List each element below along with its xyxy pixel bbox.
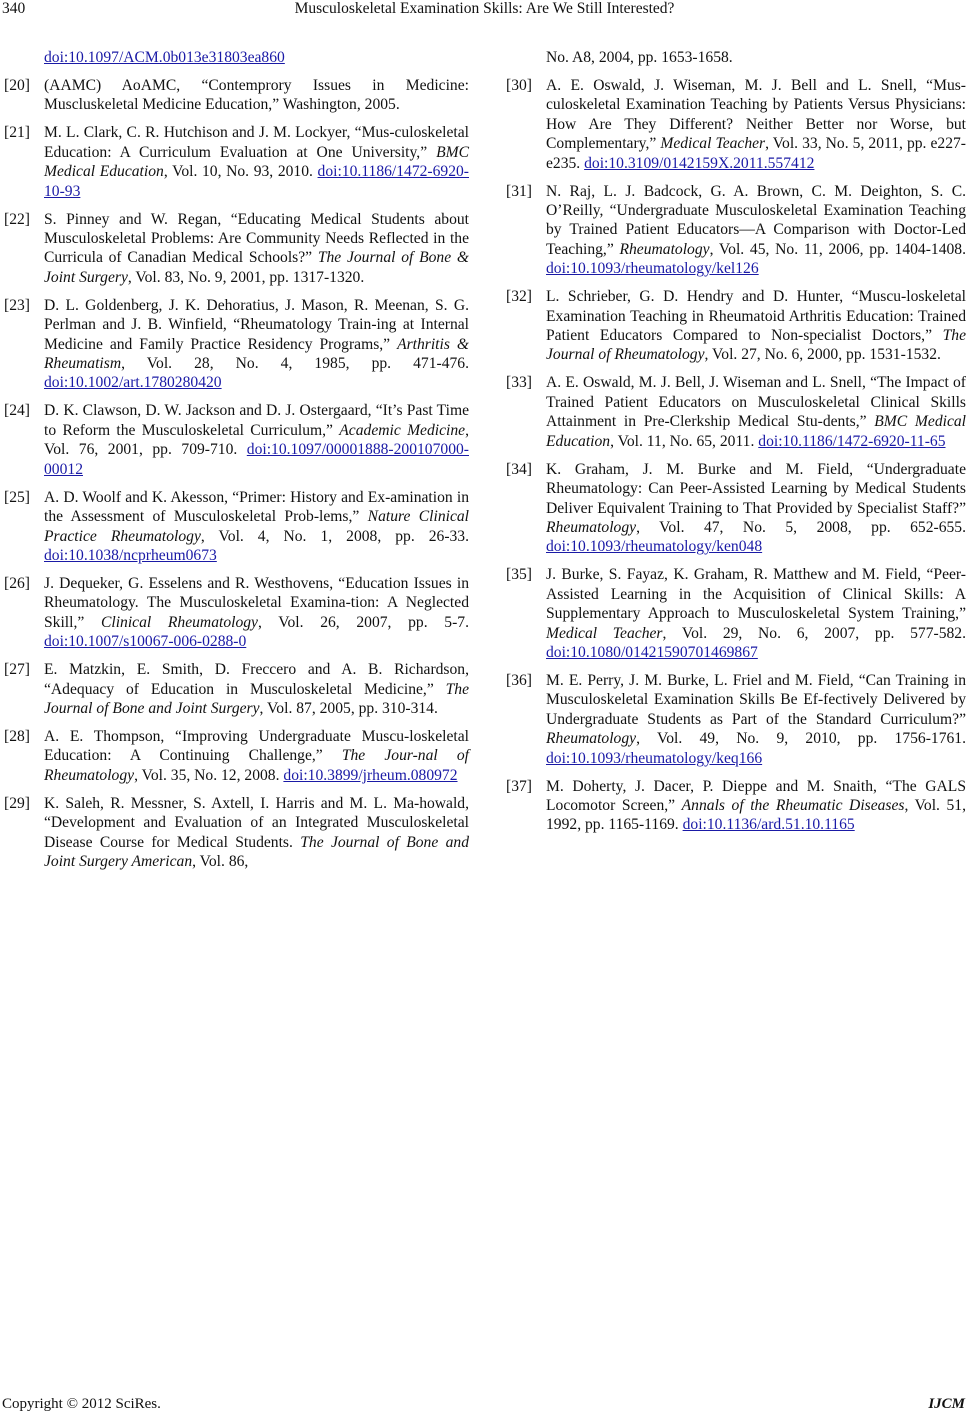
doi-link[interactable]: doi:10.1093/rheumatology/ken048 — [546, 538, 763, 556]
reference-number: [24] — [4, 402, 30, 420]
reference-citation: (AAMC) AoAMC, “Contemprory Issues in Medicine: Muscluskeletal Medicine Education,” Washington, 2005. — [44, 77, 469, 114]
reference-text — [546, 671, 966, 768]
publication-details: , Vol. 33, No. 5, 2011, pp. e227-e235. — [546, 135, 966, 172]
reference-number: [23] — [4, 296, 30, 314]
reference-item — [4, 210, 469, 288]
reference-number: [32] — [506, 288, 532, 306]
reference-citation: A. E. Oswald, M. J. Bell, J. Wiseman and L. Snell, “The Impact of Trained Patient Educators on Musculoskeletal Clinical Skills Attainment in Pre-Clerkship Medical Stu-dents,” — [546, 374, 966, 431]
reference-text — [44, 401, 469, 479]
continued-reference — [4, 48, 469, 67]
reference-item — [4, 76, 469, 115]
reference-number: [21] — [4, 124, 30, 142]
reference-number: [20] — [4, 77, 30, 94]
journal-title: Rheumatology — [546, 730, 637, 748]
reference-citation: K. Saleh, R. Messner, S. Axtell, I. Harris and M. L. Ma-howald, “Development and Evaluation of an Integrated Musculoskeletal Disease Course for Medical Students. — [44, 794, 469, 851]
reference-text — [546, 76, 966, 173]
continued-reference: No. A8, 2004, pp. 1653-1658. — [546, 49, 733, 66]
reference-text — [44, 488, 469, 566]
reference-text — [546, 182, 966, 279]
reference-citation: D. K. Clawson, D. W. Jackson and D. J. Ostergaard, “It’s Past Time to Reform the Musculoskeletal Curriculum,” — [44, 402, 469, 439]
publication-details: , Vol. 27, No. 6, 2000, pp. 1531-1532. — [704, 346, 941, 364]
doi-link[interactable]: doi:10.1186/1472-6920-10-93 — [44, 163, 469, 200]
publication-details: , Vol. 35, No. 12, 2008. — [134, 766, 284, 784]
reference-item — [506, 182, 966, 279]
reference-citation: K. Graham, J. M. Burke and M. Field, “Undergraduate Rheumatology: Can Peer-Assisted Learning by Medical Students Deliver Equivalent Training to That Provided by Specialist Staff?” — [546, 460, 966, 517]
reference-item — [4, 296, 469, 393]
copyright-notice: Copyright © 2012 SciRes. — [2, 1396, 161, 1412]
reference-citation: M. L. Clark, C. R. Hutchison and J. M. Lockyer, “Mus-culoskeletal Education: A Curriculum Evaluation at One University,” — [44, 124, 469, 161]
doi-link[interactable]: doi:10.1093/rheumatology/keq166 — [546, 749, 763, 767]
reference-text — [44, 660, 469, 718]
reference-column-right — [506, 48, 966, 843]
reference-number: [27] — [4, 661, 30, 679]
reference-number: [37] — [506, 777, 532, 795]
publication-details: , Vol. 76, 2001, pp. 709-710. — [44, 421, 469, 459]
journal-title: Arthritis & Rheumatism — [44, 335, 469, 373]
reference-text — [44, 727, 469, 785]
publication-details: , Vol. 10, No. 93, 2010. — [163, 163, 318, 181]
reference-citation: A. D. Woolf and K. Akesson, “Primer: History and Ex-amination in the Assessment of Musculoskeletal Prob-lems,” — [44, 488, 469, 526]
reference-item — [4, 794, 469, 872]
reference-citation: J. Burke, S. Fayaz, K. Graham, R. Matthew and M. Field, “Peer-Assisted Learning in the Acquisition of Clinical Skills: A Supplementary Approach to Musculoskeletal System Training,” — [546, 566, 966, 623]
reference-citation: D. L. Goldenberg, J. K. Dehoratius, J. Mason, R. Meenan, S. G. Perlman and J. B. Winfield, “Rheumatology Train-ing at Internal Medicine and Family Practice Residency Programs,” — [44, 296, 469, 353]
reference-item — [506, 460, 966, 557]
reference-text — [44, 76, 469, 115]
reference-list-left — [4, 76, 469, 871]
reference-item — [506, 565, 966, 662]
doi-link[interactable]: doi:10.1136/ard.51.10.1165 — [682, 816, 855, 834]
doi-link[interactable]: doi:10.1038/ncprheum0673 — [44, 546, 217, 564]
reference-citation: M. Doherty, J. Dacer, P. Dieppe and M. Snaith, “The GALS Locomotor Screen,” — [546, 777, 966, 814]
journal-title: Medical Teacher — [660, 135, 766, 153]
reference-item — [506, 777, 966, 835]
reference-text — [546, 373, 966, 451]
reference-item — [4, 488, 469, 566]
reference-number: [25] — [4, 488, 30, 506]
running-title: Musculoskeletal Examination Skills: Are We Still Interested? — [294, 0, 675, 17]
reference-number: [31] — [506, 182, 532, 200]
reference-citation: L. Schrieber, G. D. Hendry and D. Hunter, “Muscu-loskeletal Examination Teaching in Rheumatoid Arthritis Education: Trained Patient Educators Compared to Non-specialist Doctors,” — [546, 288, 966, 345]
publication-details: , Vol. 86, — [192, 852, 249, 870]
reference-text — [546, 777, 966, 835]
publication-details: , Vol. 45, No. 11, 2006, pp. 1404-1408. — [709, 240, 966, 258]
doi-link[interactable]: doi:10.3899/jrheum.080972 — [283, 766, 458, 784]
publication-details: , Vol. 49, No. 9, 2010, pp. 1756-1761. — [636, 730, 966, 748]
reference-text — [546, 460, 966, 557]
journal-title: BMC Medical Education — [546, 413, 966, 450]
reference-item — [506, 671, 966, 768]
reference-text — [44, 574, 469, 652]
reference-citation: A. E. Oswald, J. Wiseman, M. J. Bell and L. Snell, “Mus-culoskeletal Examination Teaching by Patients Versus Physicians: How Are They Different? Neither Better nor Worse, but Complementary,” — [546, 77, 966, 153]
publication-details: , Vol. 29, No. 6, 2007, pp. 577-582. — [662, 624, 967, 642]
reference-text — [546, 565, 966, 662]
journal-title: Medical Teacher — [546, 624, 663, 642]
publication-details: , Vol. 28, No. 4, 1985, pp. 471-476. — [121, 355, 469, 373]
doi-link[interactable]: doi:10.1080/01421590701469867 — [546, 643, 758, 661]
reference-citation: J. Dequeker, G. Esselens and R. Westhovens, “Education Issues in Rheumatology. The Musculoskeletal Examina-tion: A Neglected Skill,” — [44, 574, 469, 631]
doi-link[interactable]: doi:10.1097/00001888-200107000-00012 — [44, 441, 469, 478]
publication-details: , Vol. 83, No. 9, 2001, pp. 1317-1320. — [127, 268, 365, 286]
doi-link[interactable]: doi:10.1097/ACM.0b013e31803ea860 — [44, 49, 285, 66]
reference-text — [44, 296, 469, 393]
reference-number: [35] — [506, 566, 532, 584]
reference-number: [30] — [506, 77, 532, 94]
running-header — [0, 0, 969, 24]
doi-link[interactable]: doi:10.3109/0142159X.2011.557412 — [584, 154, 815, 172]
journal-title: Rheumatology — [546, 518, 637, 536]
reference-text — [44, 123, 469, 201]
page-footer — [0, 1396, 969, 1414]
reference-number: [34] — [506, 460, 532, 478]
journal-title: Nature Clinical Practice Rheumatology — [44, 508, 469, 545]
journal-title: The Journal of Bone & Joint Surgery — [44, 249, 469, 286]
reference-item — [4, 660, 469, 718]
publication-details: , Vol. 51, 1992, pp. 1165-1169. — [546, 796, 966, 834]
reference-text — [44, 210, 469, 288]
publication-details: , Vol. 47, No. 5, 2008, pp. 652-655. — [636, 518, 966, 536]
journal-title: The Journal of Bone and Joint Surgery — [44, 680, 469, 717]
journal-title: Rheumatology — [619, 240, 710, 258]
journal-title: Clinical Rheumatology — [100, 613, 258, 631]
reference-number: [36] — [506, 671, 532, 689]
journal-title: Annals of the Rheumatic Diseases — [681, 796, 905, 814]
reference-item — [4, 574, 469, 652]
doi-link[interactable]: doi:10.1002/art.1780280420 — [44, 374, 222, 392]
page-number: 340 — [2, 0, 26, 17]
reference-text — [546, 287, 966, 365]
publication-details: , Vol. 87, 2005, pp. 310-314. — [259, 699, 438, 717]
reference-item — [506, 287, 966, 365]
reference-item — [4, 401, 469, 479]
journal-abbreviation: IJCM — [928, 1396, 965, 1412]
reference-citation: A. E. Thompson, “Improving Undergraduate Muscu-loskeletal Education: A Continuing Challenge,” — [44, 727, 469, 765]
journal-title: The Jour-nal of Rheumatology — [44, 747, 469, 784]
reference-column-left — [4, 48, 469, 880]
journal-title: The Journal of Rheumatology — [546, 327, 966, 364]
publication-details: , Vol. 4, No. 1, 2008, pp. 26-33. — [200, 527, 470, 545]
reference-citation: E. Matzkin, E. Smith, D. Freccero and A. B. Richardson, “Adequacy of Education in Musculoskeletal Medicine,” — [44, 661, 469, 698]
reference-citation: M. E. Perry, J. M. Burke, L. Friel and M. Field, “Can Training in Musculoskeletal Examination Skills Be Ef-fectively Delivered by Undergraduate Students as Part of the Standard Curriculum?” — [546, 671, 966, 728]
doi-link[interactable]: doi:10.1007/s10067-006-0288-0 — [44, 633, 247, 651]
publication-details: , Vol. 26, 2007, pp. 5-7. — [257, 613, 469, 631]
reference-list-right — [506, 76, 966, 835]
reference-item — [506, 76, 966, 173]
reference-citation: N. Raj, L. J. Badcock, G. A. Brown, C. M. Deighton, S. C. O’Reilly, “Undergraduate Musculoskeletal Examination Teaching by Trained Patient Educators—A Comparison with Doctor-Led Teaching,” — [546, 182, 966, 258]
journal-title: Academic Medicine — [339, 421, 466, 439]
reference-item — [4, 123, 469, 201]
doi-link[interactable]: doi:10.1093/rheumatology/kel126 — [546, 260, 759, 278]
reference-number: [26] — [4, 574, 30, 592]
journal-title: BMC Medical Education — [44, 143, 469, 181]
reference-number: [29] — [4, 794, 30, 812]
reference-text — [44, 794, 469, 872]
doi-link[interactable]: doi:10.1186/1472-6920-11-65 — [758, 432, 946, 450]
journal-title: The Journal of Bone and Joint Surgery American — [44, 833, 469, 870]
reference-number: [22] — [4, 210, 30, 228]
reference-item — [4, 727, 469, 785]
reference-citation: S. Pinney and W. Regan, “Educating Medical Students about Musculoskeletal Problems: Are Community Needs Reflected in the Curricula of Canadian Medical Schools?” — [44, 210, 469, 267]
publication-details: , Vol. 11, No. 65, 2011. — [610, 432, 759, 450]
reference-number: [28] — [4, 727, 30, 745]
reference-item — [506, 373, 966, 451]
reference-number: [33] — [506, 374, 532, 392]
